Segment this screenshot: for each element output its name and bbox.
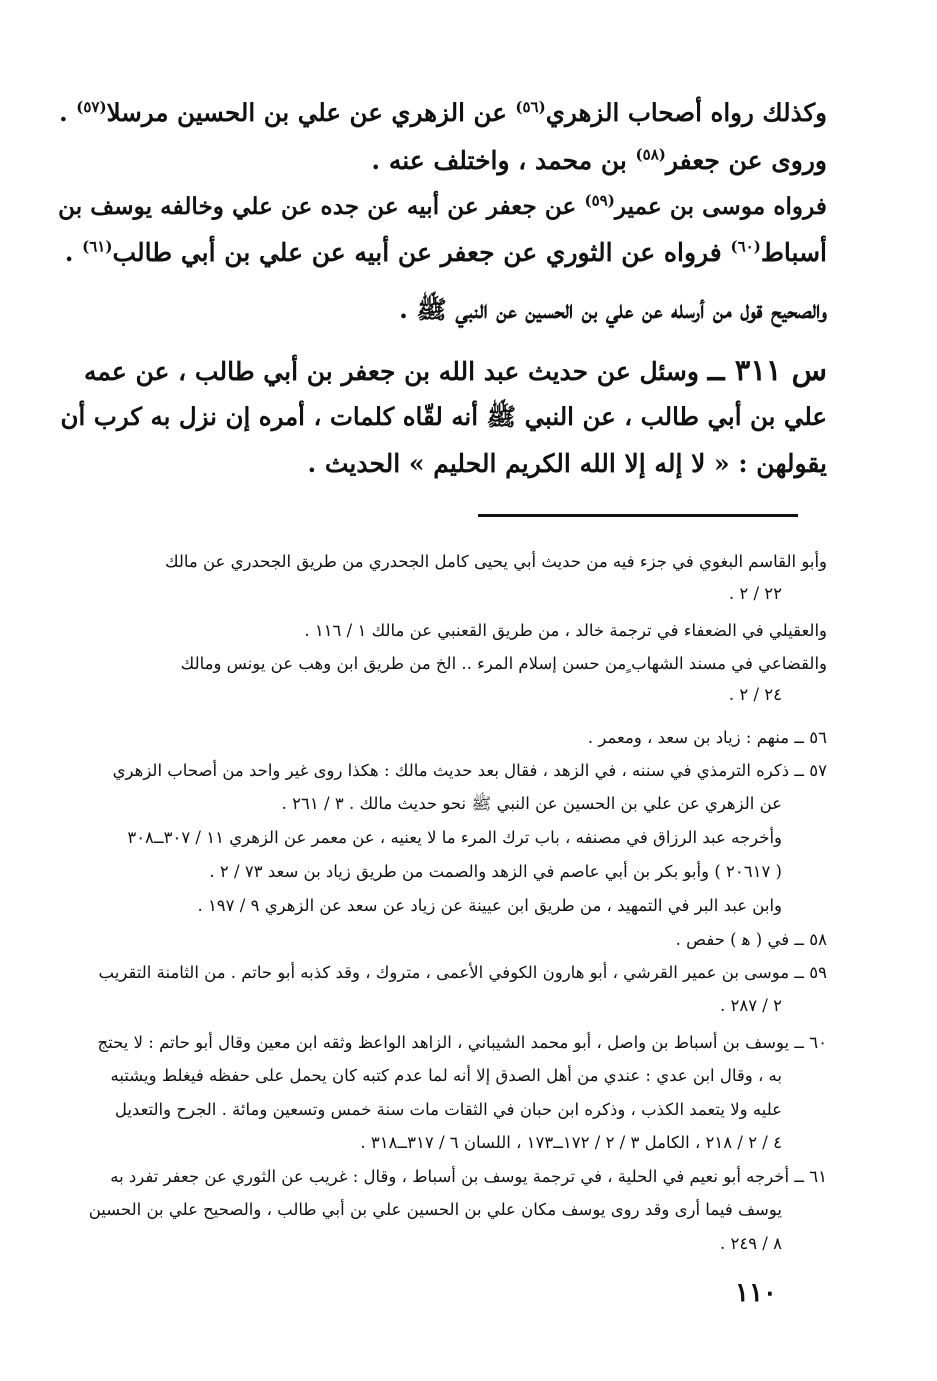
question-number: س ٣١١ ــ: [707, 353, 827, 387]
footnote-57: ٥٧ ــ ذكره الترمذي في سننه ، في الزهد ، فقال بعد حديث مالك : هكذا روى غير واحد من أصحاب الزهري: [112, 761, 827, 780]
footnote-line: والعقيلي في الضعفاء في ترجمة خالد ، من طريق القعنبي عن مالك ١ / ١١٦ .: [304, 621, 827, 640]
footnote-56: ٥٦ ــ منهم : زياد بن سعد ، ومعمر .: [587, 728, 827, 747]
question-line-1: س ٣١١ ــ وسئل عن حديث عبد الله بن جعفر بن أبي طالب ، عن عمه: [84, 353, 827, 387]
footnote-60: ٦٠ ــ يوسف بن أسباط بن واصل ، أبو محمد الشيباني ، الزاهد الواعظ وثقه ابن معين وقال أبو حاتم : لا يحتج: [97, 1033, 827, 1052]
footnote-line: وأبو القاسم البغوي في جزء فيه من حديث أبي يحيى كامل الجحدري من طريق الجحدري عن مالك: [164, 552, 827, 571]
main-line-5: والصحيح قول من أرسله عن علي بن الحسين عن النبي ﷺ .: [399, 295, 827, 324]
footnote-line: ٢٤ / ٢ .: [728, 685, 782, 704]
footnote-line: وابن عبد البر في التمهيد ، من طريق ابن عيينة عن زياد عن سعد عن الزهري ٩ / ١٩٧ .: [197, 896, 782, 915]
footnote-line: ٨ / ٢٤٩ .: [719, 1234, 782, 1253]
main-line-2: وروى عن جعفر$^{(٥٨)}$ بن محمد ، واختلف عنه .: [371, 145, 827, 175]
main-line-3: فرواه موسى بن عمير$^{(٥٩)}$ عن جعفر عن أبيه عن جده عن علي وخالفه يوسف بن: [58, 191, 827, 220]
footnote-61: ٦١ ــ أخرجه أبو نعيم في الحلية ، في ترجمة يوسف بن أسباط ، وقال : غريب عن الثوري عن جعفر تفرد به: [110, 1167, 827, 1186]
footnote-line: عليه ولا يتعمد الكذب ، وذكره ابن حبان في الثقات مات سنة خمس وتسعين ومائة . الجرح والتعديل: [114, 1100, 782, 1119]
footnote-line: عن الزهري عن علي بن الحسين عن النبي ﷺ نحو حديث مالك . ٣ / ٢٦١ .: [281, 794, 782, 813]
footnote-58: ٥٨ ــ في ( ﻫ ) حفص .: [675, 930, 827, 949]
question-line-2: علي بن أبي طالب ، عن النبي ﷺ أنه لقّاه كلمات ، أمره إن نزل به كرب أن: [60, 402, 827, 431]
page-number: ١١٠: [735, 1278, 777, 1308]
footnote-59: ٥٩ ــ موسى بن عمير القرشي ، أبو هارون الكوفي الأعمى ، متروك ، وقد كذبه أبو حاتم . من الثامنة التقريب: [98, 963, 827, 982]
question-line-3: يقولهن : « لا إله إلا الله الكريم الحليم » الحديث .: [307, 449, 827, 478]
main-line-1: وكذلك رواه أصحاب الزهري$^{(٥٦)}$ عن الزهري عن علي بن الحسين مرسلا$^{(٥٧)}$ .: [59, 97, 827, 127]
main-line-4: أسباط$^{(٦٠)}$ فرواه عن الثوري عن جعفر عن أبيه عن علي بن أبي طالب$^{(٦١)}$ .: [64, 237, 827, 267]
footnote-line: ٢ / ٢٨٧ .: [719, 996, 782, 1015]
footnote-divider: [478, 514, 798, 517]
footnote-line: ( ٢٠٦١٧ ) وأبو بكر بن أبي عاصم في الزهد والصمت من طريق زياد بن سعد ٧٣ / ٢ .: [209, 862, 782, 881]
footnote-line: والقضاعي في مسند الشهاب ٍمن حسن إسلام المرء .. الخ من طريق ابن وهب عن يونس ومالك: [180, 654, 827, 673]
footnote-line: ٤ / ٢ / ٢١٨ ، الكامل ٣ / ٢ / ١٧٢ــ١٧٣ ، اللسان ٦ / ٣١٧ــ٣١٨ .: [360, 1133, 782, 1152]
footnote-line: يوسف فيما أرى وقد روى يوسف مكان علي بن الحسين علي بن أبي طالب ، والصحيح علي بن الحسين: [88, 1200, 782, 1219]
footnote-line: ٢٢ / ٢ .: [728, 584, 782, 603]
footnote-line: وأخرجه عبد الرزاق في مصنفه ، باب ترك المرء ما لا يعنيه ، عن معمر عن الزهري ١١ / ٣٠٧ــ٣٠٨: [127, 828, 782, 847]
footnote-line: به ، وقال ابن عدي : عندي من أهل الصدق إلا أنه لما عدم كتبه كان يحمل على حفظه فيغلط ويشتبه: [110, 1066, 782, 1085]
